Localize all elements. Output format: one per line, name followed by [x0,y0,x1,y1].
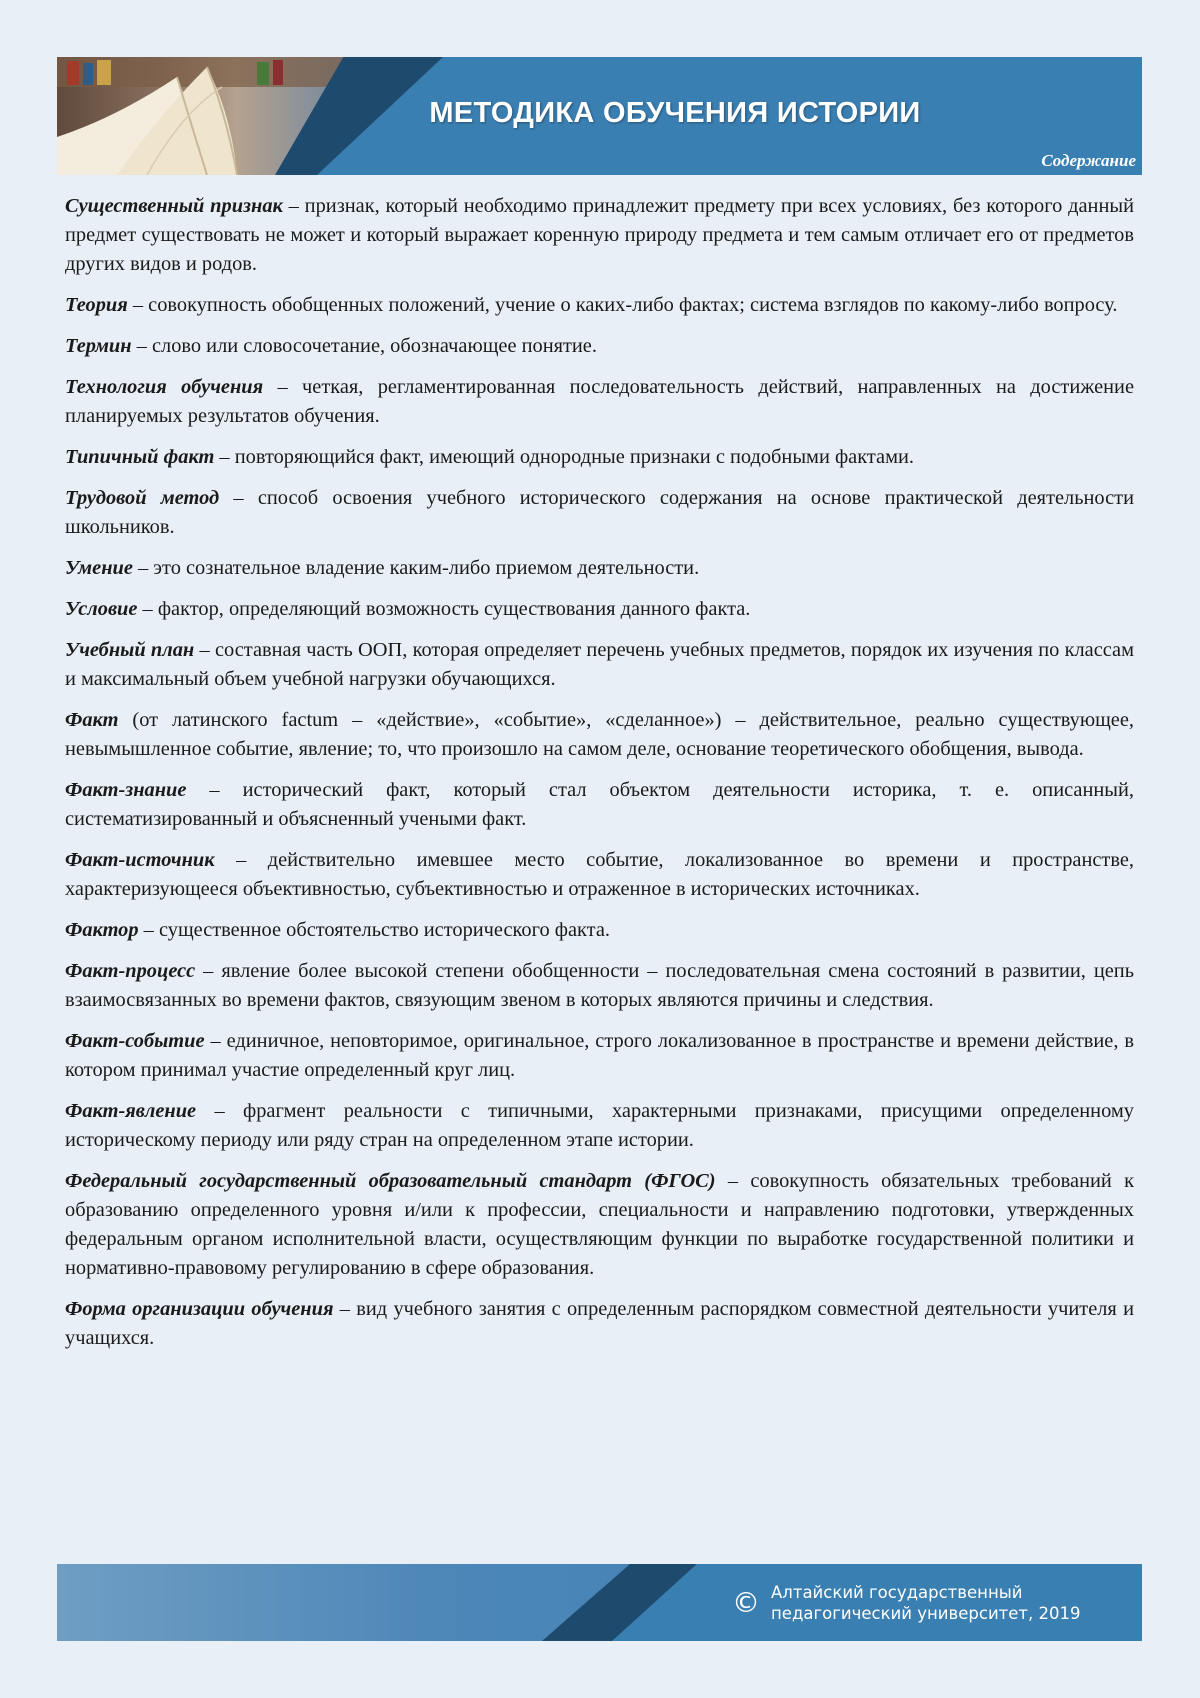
glossary-definition: – совокупность обязательных требований к образованию определенного уровня и/или к профессии, специальности и направлению подготовки, утвержденных федеральным органом исполнительной власти, осуществляющим функции по выработке государственной политики и нормативно-правовому регулированию в сфере образования. [65,1170,1134,1279]
glossary-term: Факт-явление [65,1100,196,1122]
glossary-definition: – совокупность обобщенных положений, учение о каких-либо фактах; система взглядов по какому-либо вопросу. [128,294,1118,316]
glossary-term: Факт-источник [65,849,215,871]
glossary-term: Условие [65,598,137,620]
glossary-definition: – вид учебного занятия с определенным распорядком совместной деятельности учителя и учащихся. [65,1298,1134,1349]
table-of-contents-link[interactable]: Содержание [1041,151,1136,171]
glossary-term: Факт-знание [65,779,186,801]
footer-line-2: педагогический университет, 2019 [771,1603,1081,1624]
glossary-term: Термин [65,335,132,357]
glossary-term: Форма организации обучения [65,1298,333,1320]
glossary-term: Существенный признак [65,195,283,217]
footer-line-1: Алтайский государственный [771,1582,1081,1603]
glossary-definition: – составная часть ООП, которая определяет перечень учебных предметов, порядок их изучения по классам и максимальный объем учебной нагрузки обучающихся. [65,639,1134,690]
glossary-term: Умение [65,557,133,579]
glossary-definition: – исторический факт, который стал объектом деятельности историка, т. е. описанный, систематизированный и объясненный учеными факт. [65,779,1134,830]
page-header [57,57,1142,175]
glossary-entry [65,706,1134,764]
glossary-entry [65,443,1134,472]
glossary-entry [65,846,1134,904]
glossary-term: Федеральный государственный образовательный стандарт (ФГОС) [65,1170,716,1192]
glossary-entry [65,636,1134,694]
glossary-entry [65,1097,1134,1155]
glossary-entry [65,192,1134,279]
glossary-entry [65,554,1134,583]
glossary-definition: – слово или словосочетание, обозначающее понятие. [132,335,597,357]
glossary-definition: – фактор, определяющий возможность существования данного факта. [137,598,750,620]
glossary-term: Трудовой метод [65,487,219,509]
glossary-definition: – действительно имевшее место событие, локализованное во времени и пространстве, характеризующееся объективностью, субъективностью и отраженное в исторических источниках. [65,849,1134,900]
glossary-definition: – способ освоения учебного исторического содержания на основе практической деятельности школьников. [65,487,1134,538]
glossary-entry [65,1027,1134,1085]
glossary-term: Факт [65,709,118,731]
glossary-definition: – существенное обстоятельство исторического факта. [139,919,610,941]
footer-university [771,1582,1081,1624]
glossary-entry [65,1167,1134,1283]
glossary-definition: – фрагмент реальности с типичными, характерными признаками, присущими определенному историческому периоду или ряду стран на определенном этапе истории. [65,1100,1134,1151]
glossary-entry [65,957,1134,1015]
glossary-entry [65,776,1134,834]
glossary-entry [65,373,1134,431]
glossary-definition: (от латинского factum – «действие», «событие», «сделанное») – действительное, реально существующее, невымышленное событие, явление; то, что произошло на самом деле, основание теоретического обобщения, вывода. [65,709,1134,760]
glossary-entry [65,595,1134,624]
glossary-term: Учебный план [65,639,194,661]
glossary-definition: – повторяющийся факт, имеющий однородные признаки с подобными фактами. [214,446,914,468]
glossary-definition: – единичное, неповторимое, оригинальное, строго локализованное в пространстве и времени действие, в котором принимал участие определенный круг лиц. [65,1030,1134,1081]
glossary-definition: – явление более высокой степени обобщенности – последовательная смена состояний в развитии, цепь взаимосвязанных во времени фактов, связующим звеном в которых являются причины и следствия. [65,960,1134,1011]
glossary-entry [65,291,1134,320]
glossary-term: Технология обучения [65,376,263,398]
page-title: МЕТОДИКА ОБУЧЕНИЯ ИСТОРИИ [375,97,975,130]
glossary-term: Типичный факт [65,446,214,468]
page-footer [57,1564,1142,1641]
glossary-entry [65,916,1134,945]
glossary-term: Факт-событие [65,1030,205,1052]
glossary-content [65,192,1134,1365]
glossary-term: Фактор [65,919,139,941]
glossary-definition: – четкая, регламентированная последовательность действий, направленных на достижение планируемых результатов обучения. [65,376,1134,427]
glossary-entry [65,484,1134,542]
glossary-definition: – признак, который необходимо принадлежит предмету при всех условиях, без которого данный предмет существовать не может и который выражает коренную природу предмета и тем самым отличает его от предметов других видов и родов. [65,195,1134,275]
glossary-term: Факт-процесс [65,960,195,982]
glossary-entry [65,1295,1134,1353]
copyright-icon: © [732,1589,760,1617]
glossary-definition: – это сознательное владение каким-либо приемом деятельности. [133,557,699,579]
glossary-entry [65,332,1134,361]
glossary-term: Теория [65,294,128,316]
